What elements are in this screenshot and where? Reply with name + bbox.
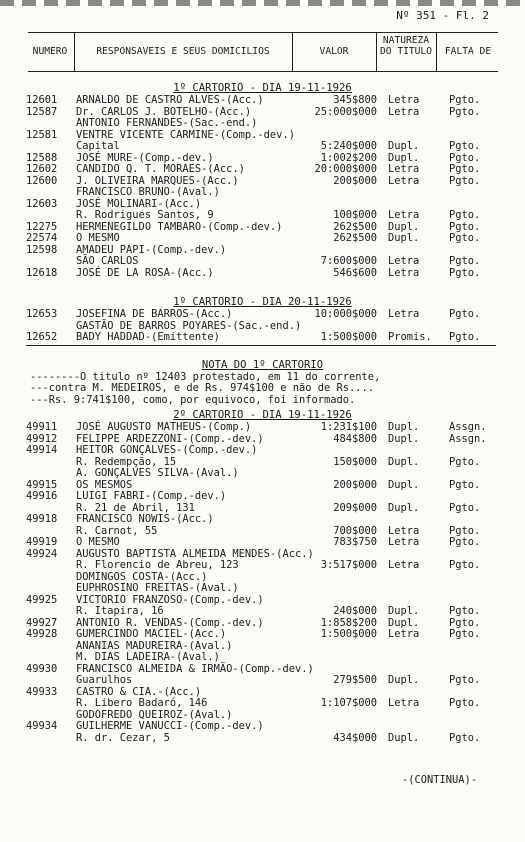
table-row bbox=[0, 686, 525, 698]
row-valor: 262$500 bbox=[333, 220, 377, 233]
row-valor: 5:240$000 bbox=[320, 140, 377, 152]
row-responsavel: ANTONIO R. VENDAS-(Comp.-dev.) bbox=[76, 616, 264, 629]
continua-label: -(CONTINUA)- bbox=[402, 774, 478, 786]
row-falta: Pgto. bbox=[449, 174, 481, 187]
row-falta: Assgn. bbox=[449, 432, 487, 445]
row-responsavel: O MESMO bbox=[76, 536, 120, 548]
row-responsavel: DOMINGOS COSTA-(Acc.) bbox=[76, 570, 208, 583]
row-responsavel: JOSÉ MURE-(Comp.-dev.) bbox=[76, 151, 214, 164]
table-row bbox=[0, 94, 525, 106]
row-responsavel: FRANCISCO BRUNO-(Aval.) bbox=[76, 186, 220, 198]
row-responsavel: GUILHERME VANUCCI-(Comp.-dev.) bbox=[76, 720, 264, 732]
table-row bbox=[0, 479, 525, 491]
table-row bbox=[0, 175, 525, 187]
row-number: 49925 bbox=[26, 593, 58, 606]
row-falta: Pgto. bbox=[449, 536, 481, 548]
row-falta: Pgto. bbox=[449, 697, 481, 709]
row-natureza: Dupl. bbox=[388, 616, 420, 629]
row-falta: Pgto. bbox=[449, 255, 481, 267]
row-valor: 10:000$000 bbox=[314, 308, 377, 320]
row-number: 12587 bbox=[26, 105, 58, 118]
row-falta: Pgto. bbox=[449, 232, 481, 244]
row-falta: Pgto. bbox=[449, 308, 481, 320]
header-numero: NUMERO bbox=[32, 46, 68, 57]
row-falta: Pgto. bbox=[449, 266, 481, 279]
table-row bbox=[0, 421, 525, 433]
row-natureza: Promis. bbox=[388, 331, 432, 343]
row-natureza: Dupl. bbox=[388, 151, 420, 164]
row-responsavel: R. dr. Cezar, 5 bbox=[76, 731, 170, 744]
row-natureza: Dupl. bbox=[388, 140, 420, 152]
row-number: 49934 bbox=[26, 720, 58, 732]
table-row bbox=[0, 720, 525, 732]
row-valor: 783$750 bbox=[333, 536, 377, 548]
table-row bbox=[0, 709, 525, 721]
table-row bbox=[0, 117, 525, 129]
row-number: 49912 bbox=[26, 432, 58, 445]
row-number: 49930 bbox=[26, 662, 58, 675]
row-natureza: Letra bbox=[388, 524, 420, 537]
table-row bbox=[0, 525, 525, 537]
row-responsavel: Dr. CARLOS J. BOTELHO-(Acc.) bbox=[76, 105, 252, 118]
row-valor: 1:858$200 bbox=[320, 616, 377, 629]
row-valor: 240$000 bbox=[333, 605, 377, 617]
row-responsavel: HERMENEGILDO TAMBARO-(Comp.-dev.) bbox=[76, 220, 283, 233]
row-falta: Pgto. bbox=[449, 163, 481, 175]
row-responsavel: AUGUSTO BAPTISTA ALMEIDA MENDES-(Acc.) bbox=[76, 547, 314, 560]
row-valor: 3:517$000 bbox=[320, 559, 377, 571]
row-natureza: Dupl. bbox=[388, 455, 420, 468]
section-title: 1º CARTORIO - DIA 20-11-1926 bbox=[173, 296, 352, 308]
row-responsavel: FRANCISCO ALMEIDA & IRMÃO-(Comp.-dev.) bbox=[76, 662, 314, 675]
table-row bbox=[0, 628, 525, 640]
row-natureza: Letra bbox=[388, 174, 420, 187]
row-responsavel: BADY HADDAD-(Emittente) bbox=[76, 331, 220, 343]
table-row bbox=[0, 674, 525, 686]
table-row bbox=[0, 106, 525, 118]
row-valor: 209$000 bbox=[333, 501, 377, 514]
table-row bbox=[0, 198, 525, 210]
row-valor: 200$000 bbox=[333, 478, 377, 491]
row-falta: Pgto. bbox=[449, 455, 481, 468]
table-row bbox=[0, 513, 525, 525]
row-responsavel: J. OLIVEIRA MARQUES-(Acc.) bbox=[76, 174, 239, 187]
row-responsavel: R. Carnot, 55 bbox=[76, 524, 158, 537]
row-natureza: Letra bbox=[388, 697, 420, 709]
row-number: 49911 bbox=[26, 421, 58, 433]
row-valor: 1:231$100 bbox=[320, 421, 377, 433]
table-row bbox=[0, 232, 525, 244]
row-valor: 700$000 bbox=[333, 524, 377, 537]
table-row bbox=[0, 571, 525, 583]
row-valor: 20:000$000 bbox=[314, 163, 377, 175]
header-natureza: NATUREZA DO TITULO bbox=[380, 35, 432, 57]
row-responsavel: CANDIDO Q. T. MORAES-(Acc.) bbox=[76, 163, 245, 175]
row-falta: Pgto. bbox=[449, 628, 481, 640]
table-row bbox=[0, 697, 525, 709]
row-valor: 434$000 bbox=[333, 731, 377, 744]
row-valor: 100$000 bbox=[333, 209, 377, 221]
row-responsavel: EUPHROSINO FREITAS-(Aval.) bbox=[76, 582, 239, 594]
row-falta: Pgto. bbox=[449, 616, 481, 629]
row-valor: 1:002$200 bbox=[320, 151, 377, 164]
row-responsavel: O MESMO bbox=[76, 232, 120, 244]
row-responsavel: Capital bbox=[76, 140, 120, 152]
table-row bbox=[0, 536, 525, 548]
row-natureza: Dupl. bbox=[388, 220, 420, 233]
row-number: 12618 bbox=[26, 266, 58, 279]
row-number: 49916 bbox=[26, 490, 58, 502]
row-number: 12600 bbox=[26, 174, 58, 187]
table-row bbox=[0, 651, 525, 663]
row-number: 12601 bbox=[26, 94, 58, 106]
row-responsavel: GODOFREDO QUEIROZ-(Aval.) bbox=[76, 708, 233, 721]
row-natureza: Dupl. bbox=[388, 478, 420, 491]
row-valor: 279$500 bbox=[333, 674, 377, 686]
table-row bbox=[0, 490, 525, 502]
row-natureza: Letra bbox=[388, 536, 420, 548]
row-number: 49914 bbox=[26, 444, 58, 456]
row-responsavel: ARNALDO DE CASTRO ALVES-(Acc.) bbox=[76, 94, 264, 106]
top-edge-marks bbox=[0, 0, 525, 6]
note-line bbox=[0, 394, 525, 406]
note-text: ---Rs. 9:741$100, como, por equivoco, foi informado. bbox=[30, 393, 356, 406]
row-responsavel: M. DIAS LADEIRA-(Aval.) bbox=[76, 651, 220, 663]
table-row bbox=[0, 209, 525, 221]
row-responsavel: JOSÉ DE LA ROSA-(Acc.) bbox=[76, 266, 214, 279]
row-responsavel: ANANIAS MADUREIRA-(Aval.) bbox=[76, 639, 233, 652]
row-natureza: Letra bbox=[388, 255, 420, 267]
section-title: 1º CARTORIO - DIA 19-11-1926 bbox=[173, 82, 352, 94]
row-number: 12581 bbox=[26, 128, 58, 141]
section-title: 2º CARTORIO - DIA 19-11-1926 bbox=[173, 409, 352, 421]
row-falta: Pgto. bbox=[449, 94, 481, 106]
note-line bbox=[0, 382, 525, 394]
row-valor: 546$600 bbox=[333, 266, 377, 279]
row-responsavel: R. Redempção, 15 bbox=[76, 455, 177, 468]
row-falta: Pgto. bbox=[449, 559, 481, 571]
row-natureza: Letra bbox=[388, 308, 420, 320]
row-responsavel: R. Rodrigues Santos, 9 bbox=[76, 209, 214, 221]
row-responsavel: SÃO CARLOS bbox=[76, 255, 139, 267]
table-row bbox=[0, 617, 525, 629]
header-falta: FALTA DE bbox=[444, 46, 492, 57]
row-number: 49919 bbox=[26, 536, 58, 548]
row-falta: Assgn. bbox=[449, 421, 487, 433]
row-natureza: Letra bbox=[388, 105, 420, 118]
table-row bbox=[0, 732, 525, 744]
row-falta: Pgto. bbox=[449, 151, 481, 164]
row-number: 49933 bbox=[26, 685, 58, 698]
row-natureza: Letra bbox=[388, 209, 420, 221]
note-text: ---contra M. MEDEIROS, e de Rs. 974$100 e não de Rs.... bbox=[30, 382, 375, 394]
row-responsavel: ANTONIO FERNANDES-(Sac.-end.) bbox=[76, 117, 258, 129]
row-number: 22574 bbox=[26, 232, 58, 244]
row-valor: 7:600$000 bbox=[320, 255, 377, 267]
row-natureza: Dupl. bbox=[388, 421, 420, 433]
note-text: --------O titulo nº 12403 protestado, em 11 do corrente, bbox=[30, 370, 381, 383]
row-falta: Pgto. bbox=[449, 220, 481, 233]
table-row bbox=[0, 594, 525, 606]
page-reference: Nº 351 - Fl. 2 bbox=[396, 9, 489, 22]
row-valor: 25:000$000 bbox=[314, 105, 377, 118]
table-row bbox=[0, 140, 525, 152]
row-number: 49927 bbox=[26, 616, 58, 629]
row-falta: Pgto. bbox=[449, 105, 481, 118]
header-responsaveis: RESPONSAVEIS E SEUS DOMICILIOS bbox=[96, 46, 270, 57]
row-responsavel: HEITOR GONÇALVES-(Comp.-dev.) bbox=[76, 444, 258, 456]
row-responsavel: VICTORIO FRANZOSO-(Comp.-dev.) bbox=[76, 593, 264, 606]
row-valor: 484$800 bbox=[333, 432, 377, 445]
row-responsavel: GUMERCINDO MACIEL-(Acc.) bbox=[76, 628, 227, 640]
table-row bbox=[0, 129, 525, 141]
row-falta: Pgto. bbox=[449, 524, 481, 537]
row-natureza: Letra bbox=[388, 163, 420, 175]
row-valor: 150$000 bbox=[333, 455, 377, 468]
table-row bbox=[0, 663, 525, 675]
row-valor: 1:107$000 bbox=[320, 697, 377, 709]
row-number: 12652 bbox=[26, 331, 58, 343]
row-natureza: Letra bbox=[388, 559, 420, 571]
row-valor: 345$800 bbox=[333, 94, 377, 106]
row-valor: 1:500$000 bbox=[320, 331, 377, 343]
table-row bbox=[0, 605, 525, 617]
row-natureza: Letra bbox=[388, 266, 420, 279]
row-responsavel: Guarulhos bbox=[76, 674, 133, 686]
row-responsavel: R. 21 de Abril, 131 bbox=[76, 501, 195, 514]
row-number: 12588 bbox=[26, 151, 58, 164]
row-responsavel: GASTÃO DE BARROS POYARES-(Sac.-end.) bbox=[76, 319, 302, 332]
note-title: NOTA DO 1º CARTORIO bbox=[201, 358, 324, 371]
table-row bbox=[0, 444, 525, 456]
row-falta: Pgto. bbox=[449, 674, 481, 686]
row-falta: Pgto. bbox=[449, 331, 481, 343]
row-number: 49918 bbox=[26, 513, 58, 525]
section-divider bbox=[26, 345, 496, 346]
row-natureza: Dupl. bbox=[388, 501, 420, 514]
row-natureza: Letra bbox=[388, 94, 420, 106]
table-row bbox=[0, 548, 525, 560]
row-responsavel: CASTRO & CIA.-(Acc.) bbox=[76, 685, 202, 698]
row-responsavel: FRANCISCO NOWIS-(Acc.) bbox=[76, 513, 214, 525]
row-number: 12653 bbox=[26, 308, 58, 320]
row-responsavel: JOSÉ AUGUSTO MATHEUS-(Comp.) bbox=[76, 421, 252, 433]
row-responsavel: JOSÉ MOLINARI-(Acc.) bbox=[76, 197, 202, 210]
row-responsavel: R. Itapira, 16 bbox=[76, 605, 164, 617]
row-falta: Pgto. bbox=[449, 501, 481, 514]
table-row bbox=[0, 582, 525, 594]
table-row bbox=[0, 559, 525, 571]
row-responsavel: LUIGI FABRI-(Comp.-dev.) bbox=[76, 490, 227, 502]
row-natureza: Letra bbox=[388, 628, 420, 640]
row-falta: Pgto. bbox=[449, 605, 481, 617]
row-responsavel: JOSEFINA DE BARROS-(Acc.) bbox=[76, 308, 233, 320]
table-row bbox=[0, 244, 525, 256]
row-falta: Pgto. bbox=[449, 478, 481, 491]
row-natureza: Dupl. bbox=[388, 674, 420, 686]
row-number: 49915 bbox=[26, 478, 58, 491]
row-number: 49928 bbox=[26, 628, 58, 640]
row-number: 12603 bbox=[26, 197, 58, 210]
table-row bbox=[0, 320, 525, 332]
row-responsavel: A. GONÇALVES SILVA-(Aval.) bbox=[76, 467, 239, 479]
row-falta: Pgto. bbox=[449, 209, 481, 221]
row-responsavel: AMADEU PAPI-(Comp.-dev.) bbox=[76, 243, 227, 256]
row-natureza: Dupl. bbox=[388, 432, 420, 445]
row-natureza: Dupl. bbox=[388, 731, 420, 744]
table-row bbox=[0, 331, 525, 343]
row-falta: Pgto. bbox=[449, 731, 481, 744]
header-valor: VALOR bbox=[319, 46, 349, 57]
row-responsavel: R. Florencio de Abreu, 123 bbox=[76, 559, 239, 571]
row-responsavel: FELIPPE ARDEZZONI-(Comp.-dev.) bbox=[76, 432, 264, 445]
note-line bbox=[0, 371, 525, 383]
row-number: 12602 bbox=[26, 163, 58, 175]
row-number: 49924 bbox=[26, 547, 58, 560]
table-row bbox=[0, 640, 525, 652]
header-divider bbox=[74, 33, 75, 71]
table-row bbox=[0, 186, 525, 198]
table-row bbox=[0, 308, 525, 320]
row-natureza: Dupl. bbox=[388, 605, 420, 617]
row-natureza: Dupl. bbox=[388, 232, 420, 244]
row-responsavel: VENTRE VICENTE CARMINE-(Comp.-dev.) bbox=[76, 128, 295, 141]
table-row bbox=[0, 502, 525, 514]
table-row bbox=[0, 456, 525, 468]
table-row bbox=[0, 221, 525, 233]
row-number: 12275 bbox=[26, 220, 58, 233]
row-responsavel: R. Libero Badaró, 146 bbox=[76, 697, 208, 709]
table-row bbox=[0, 267, 525, 279]
table-row bbox=[0, 163, 525, 175]
row-valor: 262$500 bbox=[333, 232, 377, 244]
row-falta: Pgto. bbox=[449, 140, 481, 152]
table-row bbox=[0, 255, 525, 267]
table-row bbox=[0, 152, 525, 164]
header-divider bbox=[292, 33, 293, 71]
row-number: 12598 bbox=[26, 243, 58, 256]
row-responsavel: OS MESMOS bbox=[76, 478, 133, 491]
header-divider bbox=[436, 33, 437, 71]
table-header bbox=[28, 32, 498, 72]
row-valor: 200$000 bbox=[333, 174, 377, 187]
row-valor: 1:500$000 bbox=[320, 628, 377, 640]
table-row bbox=[0, 467, 525, 479]
table-row bbox=[0, 433, 525, 445]
